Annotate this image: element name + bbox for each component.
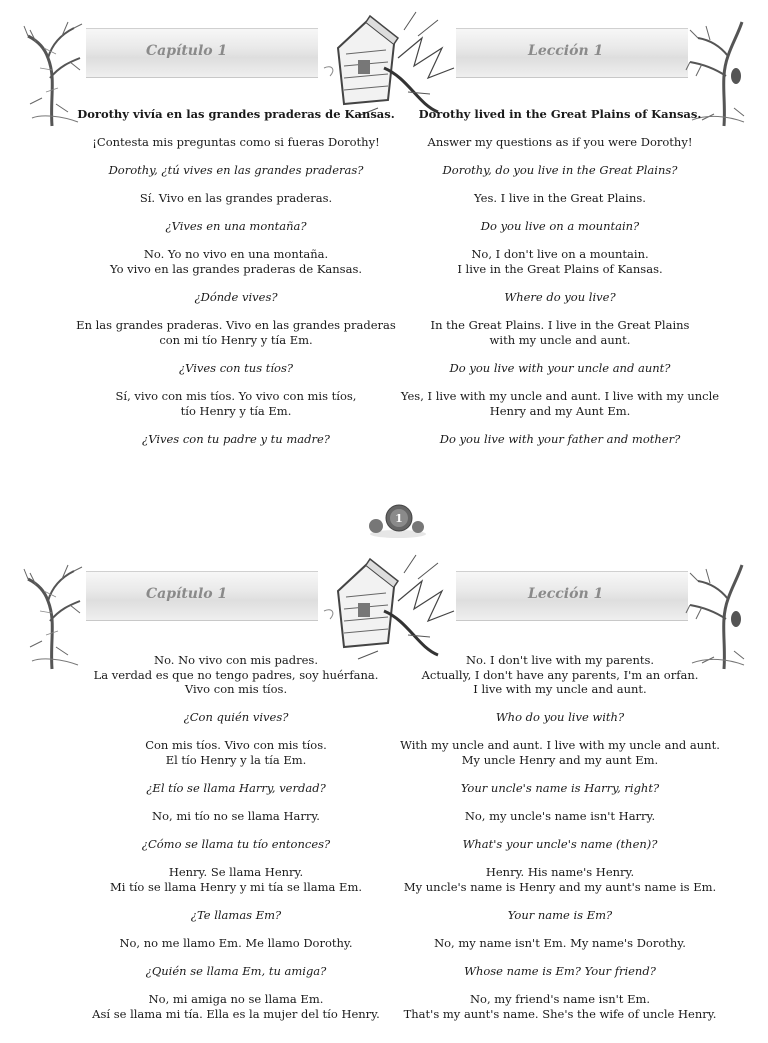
answer-line: Henry. Se llama Henry. Mi tío se llama Henry y mi tía se llama Em. bbox=[109, 865, 363, 894]
question-line: Dorothy, ¿tú vives en las grandes praderas? bbox=[108, 163, 364, 178]
house-illustration bbox=[318, 551, 458, 663]
answer-line: No. No vivo con mis padres. La verdad es que no tengo padres, soy huérfana. Vivo con mis tíos. bbox=[93, 653, 379, 697]
answer-line: Yes. I live in the Great Plains. bbox=[474, 191, 646, 206]
answer-line: No, my name isn't Em. My name's Dorothy. bbox=[434, 936, 686, 951]
answer-line: ¡Contesta mis preguntas como si fueras Dorothy! bbox=[92, 135, 380, 150]
question-line: ¿Quién se llama Em, tu amiga? bbox=[145, 964, 327, 979]
lesson-band bbox=[456, 571, 688, 621]
chapter-title: Capítulo 1 bbox=[146, 586, 228, 602]
page-spread-2 bbox=[0, 543, 768, 1043]
lesson-heading: Dorothy vivía en las grandes praderas de Kansas. bbox=[77, 107, 395, 121]
question-line: ¿Vives en una montaña? bbox=[165, 219, 307, 234]
answer-line: No, my friend's name isn't Em. That's my aunt's name. She's the wife of uncle Henry. bbox=[403, 992, 717, 1021]
chapter-title: Capítulo 1 bbox=[146, 43, 228, 59]
answer-line: Henry. His name's Henry. My uncle's name is Henry and my aunt's name is Em. bbox=[403, 865, 717, 894]
answer-line: With my uncle and aunt. I live with my uncle and aunt. My uncle Henry and my aunt Em. bbox=[400, 738, 720, 767]
answer-line: No, mi tío no se llama Harry. bbox=[152, 809, 320, 824]
chapter-band bbox=[86, 571, 318, 621]
answer-line: No, I don't live on a mountain. I live in the Great Plains of Kansas. bbox=[457, 247, 663, 277]
page-spread-1 bbox=[0, 0, 768, 500]
answer-line: Yes, I live with my uncle and aunt. I live with my uncle Henry and my Aunt Em. bbox=[400, 389, 720, 418]
lesson-title: Lección 1 bbox=[528, 586, 604, 602]
question-line: ¿Cómo se llama tu tío entonces? bbox=[141, 837, 331, 852]
spanish-column bbox=[66, 107, 406, 460]
answer-line: Con mis tíos. Vivo con mis tíos. El tío Henry y la tía Em. bbox=[145, 738, 327, 767]
english-column bbox=[390, 107, 730, 460]
answer-line: No, my uncle's name isn't Harry. bbox=[464, 809, 656, 824]
english-column bbox=[390, 653, 730, 1035]
question-line: Your uncle's name is Harry, right? bbox=[460, 781, 660, 796]
question-line: Do you live with your father and mother? bbox=[439, 431, 681, 446]
answer-line: In the Great Plains. I live in the Great Plains with my uncle and aunt. bbox=[430, 318, 690, 347]
answer-line: Answer my questions as if you were Dorothy! bbox=[427, 135, 693, 150]
question-line: What's your uncle's name (then)? bbox=[462, 837, 658, 852]
answer-line: En las grandes praderas. Vivo en las grandes praderas con mi tío Henry y tía Em. bbox=[76, 318, 396, 347]
question-line: ¿Dónde vives? bbox=[194, 290, 278, 305]
answer-line: No, mi amiga no se llama Em. Así se llama mi tía. Ella es la mujer del tío Henry. bbox=[92, 992, 380, 1021]
question-line: ¿Vives con tus tíos? bbox=[178, 360, 294, 375]
answer-line: Sí. Vivo en las grandes praderas. bbox=[139, 191, 333, 206]
answer-line: No. I don't live with my parents. Actually, I don't have any parents, I'm an orfan. I live with my uncle and aunt. bbox=[421, 653, 699, 697]
question-line: Your name is Em? bbox=[507, 908, 613, 923]
question-line: Do you live on a mountain? bbox=[480, 219, 640, 234]
question-line: Dorothy, do you live in the Great Plains? bbox=[442, 163, 678, 178]
chapter-band bbox=[86, 28, 318, 78]
page-number-badge bbox=[366, 500, 430, 540]
question-line: Whose name is Em? Your friend? bbox=[464, 964, 656, 979]
question-line: Where do you live? bbox=[504, 290, 616, 305]
question-line: ¿Te llamas Em? bbox=[190, 908, 282, 923]
question-line: Do you live with your uncle and aunt? bbox=[449, 360, 671, 375]
lesson-title: Lección 1 bbox=[528, 43, 604, 59]
question-line: ¿Con quién vives? bbox=[183, 710, 289, 725]
answer-line: No. Yo no vivo en una montaña. Yo vivo en las grandes praderas de Kansas. bbox=[109, 247, 362, 277]
lesson-heading: Dorothy lived in the Great Plains of Kansas. bbox=[418, 107, 702, 121]
spanish-column bbox=[66, 653, 406, 1035]
question-line: Who do you live with? bbox=[495, 710, 625, 725]
question-line: ¿El tío se llama Harry, verdad? bbox=[146, 781, 326, 796]
question-line: ¿Vives con tu padre y tu madre? bbox=[142, 431, 330, 446]
answer-line: Sí, vivo con mis tíos. Yo vivo con mis tíos, tío Henry y tía Em. bbox=[115, 389, 357, 418]
page-number: 1 bbox=[395, 512, 403, 525]
answer-line: No, no me llamo Em. Me llamo Dorothy. bbox=[119, 936, 353, 951]
house-illustration bbox=[318, 8, 458, 120]
lesson-band bbox=[456, 28, 688, 78]
